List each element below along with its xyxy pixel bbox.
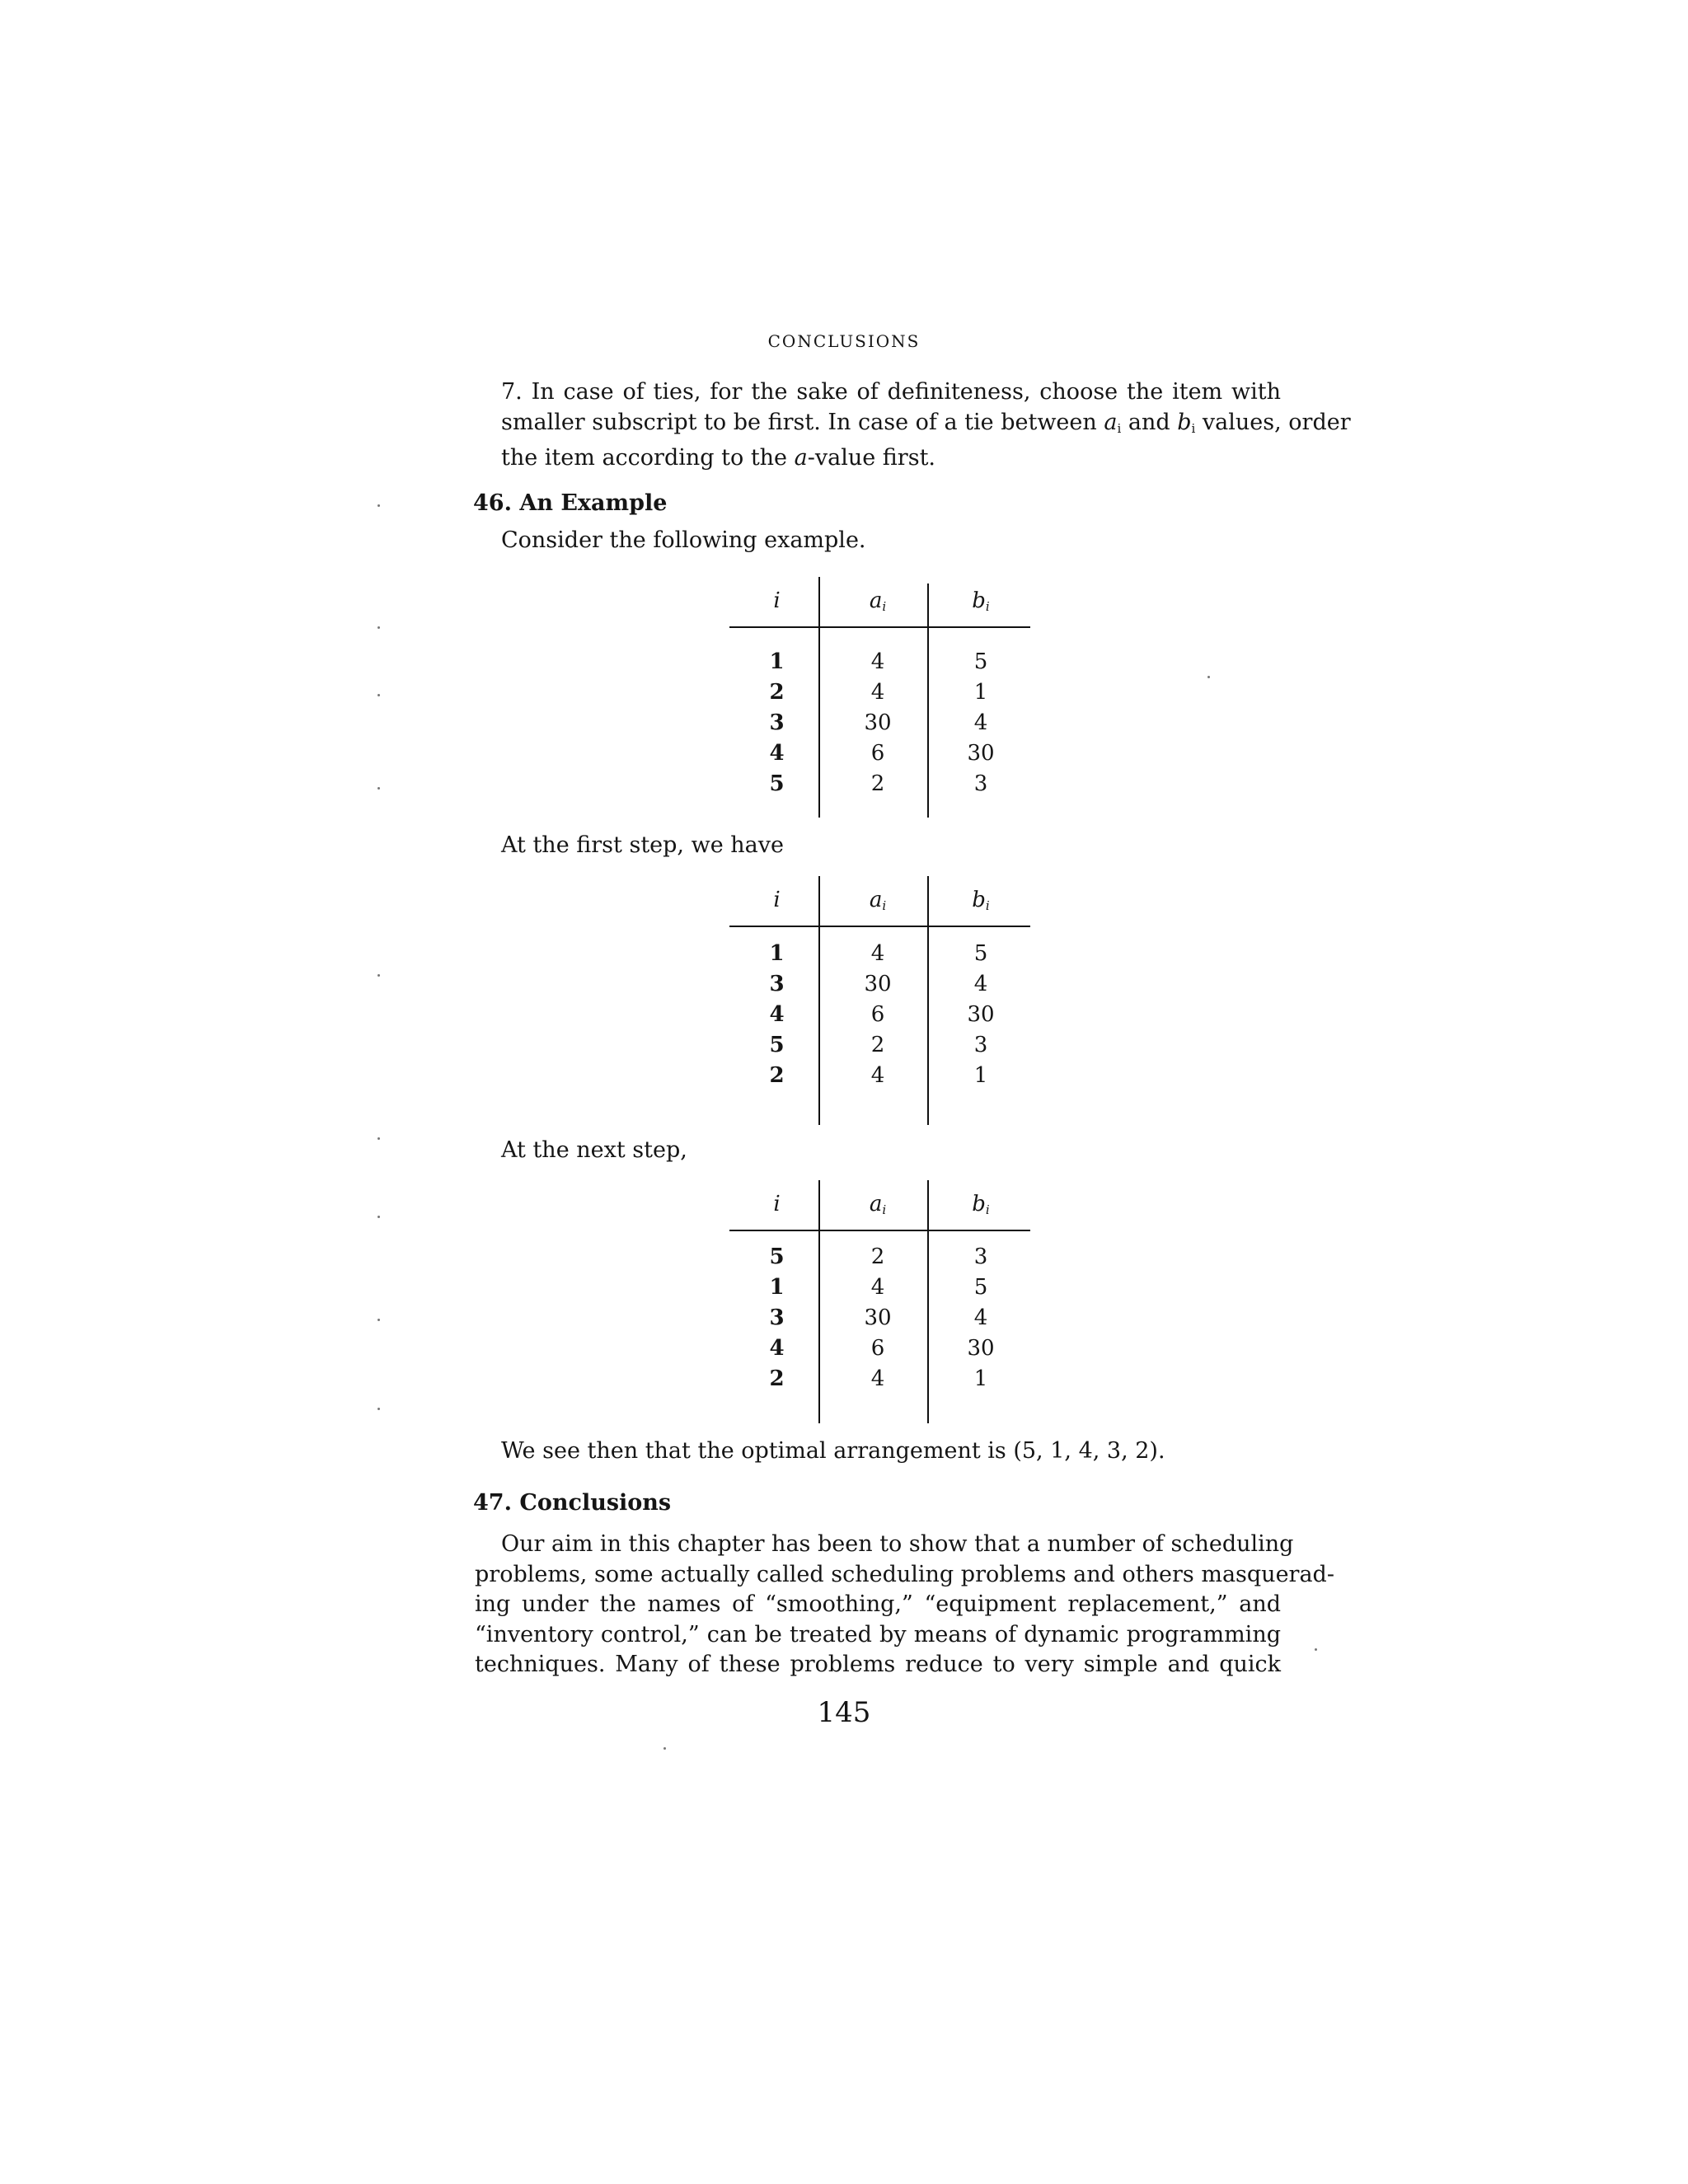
- cell-a: 4: [870, 649, 885, 674]
- cell-i: 3: [769, 1305, 785, 1330]
- cell-b: 5: [973, 941, 988, 966]
- page-number: 145: [817, 1696, 871, 1729]
- table-row: [729, 972, 1030, 1002]
- rule-7-line-3-end: -value first.: [807, 445, 935, 471]
- conclusions-paragraph: [475, 1530, 1334, 1680]
- rule-7-paragraph: [501, 377, 1351, 474]
- subscript-i: i: [985, 599, 990, 614]
- cell-a: 4: [870, 680, 885, 705]
- conclusions-line: “inventory control,” can be treated by means of dynamic programming: [475, 1621, 1281, 1647]
- optimal-arrangement-text: We see then that the optimal arrangement is (5, 1, 4, 3, 2).: [501, 1438, 1165, 1464]
- column-header-i: i: [773, 888, 781, 912]
- rule-7-line-2-start: smaller subscript to be first. In case of a tie between: [501, 409, 1104, 435]
- conclusions-line: Our aim in this chapter has been to show that a number of scheduling: [501, 1531, 1294, 1557]
- cell-i: 4: [769, 1336, 785, 1361]
- first-step-text: At the first step, we have: [501, 832, 784, 858]
- subscript-i: i: [882, 599, 887, 614]
- conclusions-line: techniques. Many of these problems reduce to very simple and quick: [475, 1652, 1281, 1677]
- column-header-a: [824, 588, 931, 614]
- scan-speck: [377, 1408, 380, 1410]
- table-row: [729, 1244, 1030, 1275]
- table-row: [729, 1063, 1030, 1094]
- conclusions-line: problems, some actually called scheduling problems and others masquerad-: [475, 1561, 1334, 1587]
- rule-7-line-2: [501, 408, 1351, 444]
- cell-a: 4: [870, 941, 885, 966]
- scan-speck: [377, 694, 380, 696]
- cell-a: 4: [870, 1275, 885, 1300]
- scan-speck: [1315, 1648, 1317, 1651]
- cell-a: 6: [870, 1002, 885, 1027]
- cell-a: 6: [870, 1336, 885, 1361]
- cell-a: 2: [870, 771, 885, 796]
- column-header-a: [824, 1192, 931, 1217]
- table-header: [729, 876, 1030, 927]
- cell-b: 3: [973, 771, 988, 796]
- cell-i: 5: [769, 1244, 785, 1269]
- cell-b: 3: [973, 1244, 988, 1269]
- table-row: [729, 1366, 1030, 1397]
- cell-i: 1: [769, 941, 785, 966]
- subscript-i: i: [882, 898, 887, 913]
- column-header-a-symbol: a: [869, 888, 883, 912]
- running-header: CONCLUSIONS: [767, 331, 921, 351]
- section-46-intro: Consider the following example.: [501, 527, 866, 553]
- column-header-b: [931, 1192, 1030, 1217]
- rule-7-line-3: [501, 443, 1281, 474]
- cell-b: 4: [973, 710, 988, 735]
- cell-b: 4: [973, 1305, 988, 1330]
- cell-b: 30: [967, 1002, 995, 1027]
- table-row: [729, 1033, 1030, 1063]
- symbol-a: a: [794, 445, 808, 471]
- table-row: [729, 771, 1030, 802]
- cell-i: 5: [769, 771, 785, 796]
- scan-speck: [1207, 676, 1210, 678]
- table-row: [729, 710, 1030, 741]
- scan-speck: [377, 974, 380, 977]
- cell-i: 3: [769, 972, 785, 996]
- column-header-b: [931, 588, 1030, 614]
- cell-a: 2: [870, 1033, 885, 1057]
- table-row: [729, 1336, 1030, 1366]
- column-header-a: [824, 888, 931, 913]
- scan-speck: [377, 1216, 380, 1218]
- cell-a: 30: [864, 972, 892, 996]
- subscript-i: i: [1191, 420, 1196, 436]
- cell-b: 30: [967, 1336, 995, 1361]
- cell-i: 3: [769, 710, 785, 735]
- cell-a: 4: [870, 1366, 885, 1391]
- symbol-a: a: [1104, 409, 1118, 435]
- cell-b: 5: [973, 649, 988, 674]
- cell-a: 6: [870, 741, 885, 766]
- cell-i: 5: [769, 1033, 785, 1057]
- cell-b: 1: [973, 1366, 988, 1391]
- cell-a: 30: [864, 1305, 892, 1330]
- cell-a: 30: [864, 710, 892, 735]
- table-row: [729, 1305, 1030, 1336]
- scan-speck: [377, 1137, 380, 1140]
- symbol-b: b: [1177, 409, 1192, 435]
- cell-b: 3: [973, 1033, 988, 1057]
- scan-speck: [377, 787, 380, 790]
- column-header-a-symbol: a: [869, 1192, 883, 1216]
- cell-b: 5: [973, 1275, 988, 1300]
- table-header: [729, 1180, 1030, 1231]
- cell-b: 4: [973, 972, 988, 996]
- table-row: [729, 941, 1030, 972]
- column-header-i: i: [773, 588, 781, 613]
- cell-a: 2: [870, 1244, 885, 1269]
- section-46-heading: 46. An Example: [473, 490, 668, 516]
- column-header-i: i: [773, 1192, 781, 1216]
- rule-7-line-1: 7. In case of ties, for the sake of definiteness, choose the item with: [501, 379, 1281, 405]
- cell-i: 2: [769, 1063, 785, 1088]
- rule-7-line-2-end: values, order: [1195, 409, 1351, 435]
- cell-i: 1: [769, 649, 785, 674]
- scan-speck: [377, 504, 380, 507]
- cell-i: 1: [769, 1275, 785, 1300]
- table-row: [729, 649, 1030, 680]
- column-header-b-symbol: b: [972, 588, 986, 613]
- subscript-i: i: [985, 898, 990, 913]
- subscript-i: i: [985, 1202, 990, 1217]
- cell-b: 1: [973, 680, 988, 705]
- cell-i: 2: [769, 1366, 785, 1391]
- table-row: [729, 680, 1030, 710]
- scan-speck: [377, 626, 380, 629]
- scan-speck: [377, 1319, 380, 1321]
- column-header-b-symbol: b: [972, 1192, 986, 1216]
- cell-b: 30: [967, 741, 995, 766]
- subscript-i: i: [882, 1202, 887, 1217]
- table-row: [729, 1275, 1030, 1305]
- table-header: [729, 577, 1030, 628]
- section-47-heading: 47. Conclusions: [473, 1490, 672, 1516]
- rule-7-line-2-mid: and: [1121, 409, 1178, 435]
- cell-i: 4: [769, 741, 785, 766]
- table-row: [729, 741, 1030, 771]
- table-row: [729, 1002, 1030, 1033]
- scan-speck: [663, 1747, 666, 1750]
- next-step-text: At the next step,: [501, 1137, 687, 1163]
- column-header-b: [931, 888, 1030, 913]
- cell-i: 2: [769, 680, 785, 705]
- cell-i: 4: [769, 1002, 785, 1027]
- cell-a: 4: [870, 1063, 885, 1088]
- subscript-i: i: [1117, 420, 1122, 436]
- cell-b: 1: [973, 1063, 988, 1088]
- column-header-b-symbol: b: [972, 888, 986, 912]
- rule-7-line-3-start: the item according to the: [501, 445, 795, 471]
- column-header-a-symbol: a: [869, 588, 883, 613]
- conclusions-line: ing under the names of “smoothing,” “equipment replacement,” and: [475, 1591, 1281, 1617]
